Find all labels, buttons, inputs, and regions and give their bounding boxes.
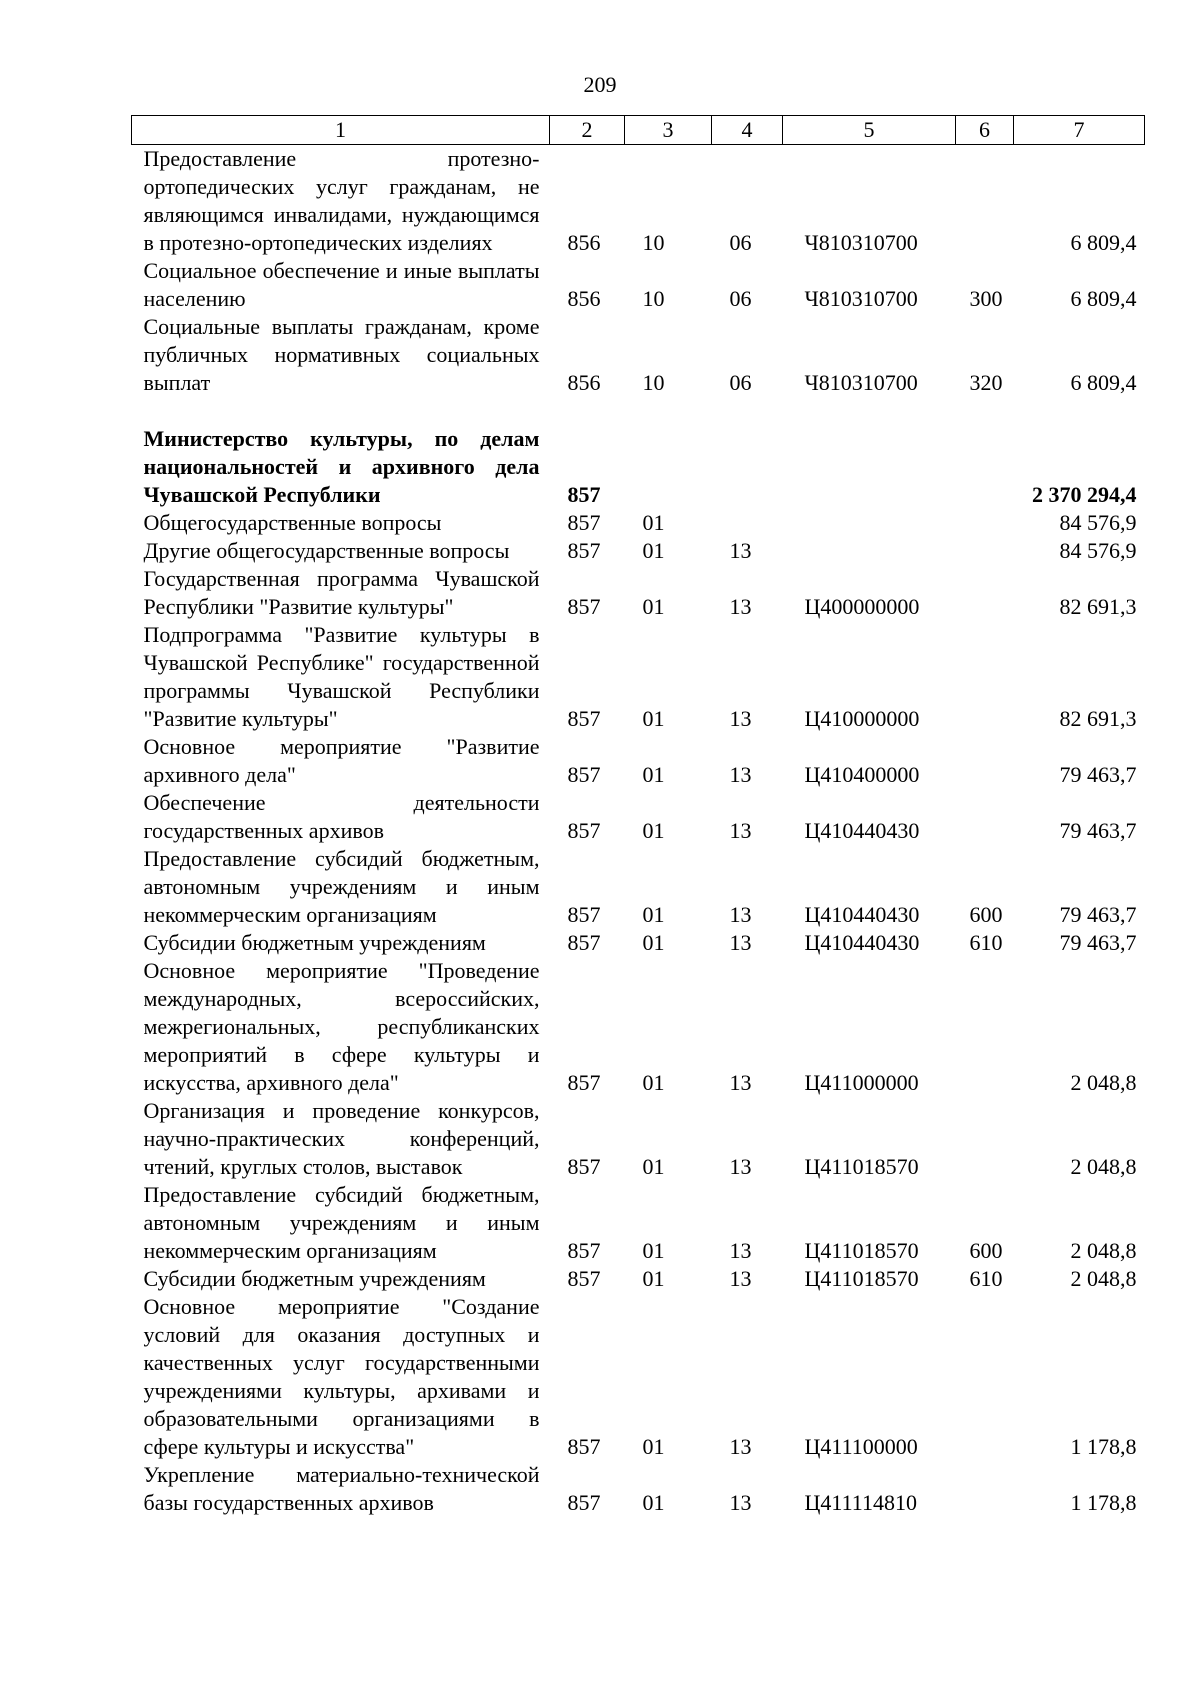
subsection-code-cell: 06: [729, 230, 752, 255]
amount-cell: 6 809,4: [1070, 370, 1137, 395]
expense-type-cell: 320: [969, 370, 1003, 395]
subsection-code-cell: [712, 509, 783, 537]
expense-type-cell: [956, 145, 1014, 258]
target-article-cell: [783, 537, 956, 565]
expense-type-cell: 610: [969, 930, 1003, 955]
table-row: [132, 621, 1145, 733]
subsection-code-cell: 06: [729, 286, 752, 311]
table-row: [132, 733, 1145, 789]
item-name-cell: Предоставление субсидий бюджетным, автономным учреждениям и иным некоммерческим организациям: [143, 846, 540, 927]
subsection-code-cell: 13: [729, 538, 752, 563]
subsection-code-cell: 06: [729, 370, 752, 395]
table-row: [132, 789, 1145, 845]
section-code-cell: 01: [642, 902, 665, 927]
table-row: [132, 425, 1145, 509]
target-article-cell: Ч810310700: [804, 230, 918, 255]
expense-type-cell: [956, 957, 1014, 1097]
ministry-code-cell: 857: [567, 762, 601, 787]
expense-type-cell: [956, 621, 1014, 733]
section-code-cell: 01: [642, 1490, 665, 1515]
subsection-code-cell: 13: [729, 930, 752, 955]
ministry-code-cell: 857: [567, 1238, 601, 1263]
target-article-cell: Ц410400000: [804, 762, 920, 787]
expense-type-cell: 600: [969, 1238, 1003, 1263]
section-code-cell: 01: [642, 762, 665, 787]
amount-cell: 82 691,3: [1059, 706, 1137, 731]
target-article-cell: [783, 509, 956, 537]
section-code-cell: 01: [642, 538, 665, 563]
section-code-cell: 01: [642, 818, 665, 843]
item-name-cell: Предоставление субсидий бюджетным, автономным учреждениям и иным некоммерческим организациям: [143, 1182, 540, 1263]
expense-type-cell: [956, 1461, 1014, 1517]
target-article-cell: Ц400000000: [804, 594, 920, 619]
item-name-cell: Основное мероприятие "Проведение международных, всероссийских, межрегиональных, республиканских мероприятий в сфере культуры и искусства, архивного дела": [143, 958, 540, 1095]
section-code-cell: 01: [642, 1070, 665, 1095]
ministry-code-cell: 857: [567, 818, 601, 843]
target-article-cell: Ц410440430: [804, 902, 920, 927]
ministry-code-cell: 857: [567, 1434, 601, 1459]
item-name-cell: Государственная программа Чувашской Республики "Развитие культуры": [143, 566, 540, 619]
amount-cell: 2 370 294,4: [1032, 482, 1137, 507]
amount-cell: 2 048,8: [1070, 1266, 1137, 1291]
ministry-code-cell: 857: [567, 482, 601, 507]
amount-cell: 2 048,8: [1070, 1070, 1137, 1095]
ministry-code-cell: 857: [567, 510, 601, 535]
section-code-cell: [625, 425, 712, 509]
expense-type-cell: [956, 425, 1014, 509]
expense-type-cell: 610: [969, 1266, 1003, 1291]
table-row: [132, 1097, 1145, 1181]
ministry-code-cell: 857: [567, 538, 601, 563]
amount-cell: 1 178,8: [1070, 1434, 1137, 1459]
section-code-cell: 01: [642, 1238, 665, 1263]
spacer-row: [132, 397, 1145, 425]
target-article-cell: Ц410440430: [804, 818, 920, 843]
column-header: 3: [625, 116, 712, 145]
target-article-cell: Ц411000000: [804, 1070, 919, 1095]
amount-cell: 79 463,7: [1059, 902, 1137, 927]
item-name-cell: Субсидии бюджетным учреждениям: [143, 930, 486, 955]
target-article-cell: [783, 425, 956, 509]
subsection-code-cell: 13: [729, 1434, 752, 1459]
amount-cell: 79 463,7: [1059, 930, 1137, 955]
section-code-cell: 01: [642, 930, 665, 955]
item-name-cell: Предоставление протезно-ортопедических услуг гражданам, не являющимся инвалидами, нуждающимся в протезно-ортопедических изделиях: [143, 146, 540, 255]
item-name-cell: Общегосударственные вопросы: [143, 510, 442, 535]
target-article-cell: Ц411018570: [804, 1238, 919, 1263]
amount-cell: 1 178,8: [1070, 1490, 1137, 1515]
item-name-cell: Субсидии бюджетным учреждениям: [143, 1266, 486, 1291]
target-article-cell: Ц411018570: [804, 1154, 919, 1179]
table-row: [132, 845, 1145, 929]
target-article-cell: Ц411114810: [804, 1490, 917, 1515]
table-row: [132, 1293, 1145, 1461]
ministry-code-cell: 856: [567, 230, 601, 255]
item-name-cell: Укрепление материально-технической базы государственных архивов: [143, 1462, 540, 1515]
ministry-code-cell: 857: [567, 902, 601, 927]
section-code-cell: 01: [642, 510, 665, 535]
item-name-cell: Обеспечение деятельности государственных архивов: [143, 790, 540, 843]
ministry-code-cell: 857: [567, 1266, 601, 1291]
item-name-cell: Основное мероприятие "Создание условий для оказания доступных и качественных услуг государственными учреждениями культуры, архивами и образовательными организациями в сфере культуры и искусства": [143, 1294, 540, 1459]
page-number: 209: [583, 72, 617, 97]
table-row: [132, 929, 1145, 957]
table-row: [132, 565, 1145, 621]
item-name-cell: Организация и проведение конкурсов, научно-практических конференций, чтений, круглых столов, выставок: [143, 1098, 540, 1179]
item-name-cell: Другие общегосударственные вопросы: [143, 538, 510, 563]
target-article-cell: Ц411100000: [804, 1434, 918, 1459]
subsection-code-cell: 13: [729, 902, 752, 927]
amount-cell: 2 048,8: [1070, 1238, 1137, 1263]
expense-type-cell: [956, 789, 1014, 845]
ministry-code-cell: 857: [567, 1070, 601, 1095]
subsection-code-cell: [712, 425, 783, 509]
item-name-cell: Социальное обеспечение и иные выплаты населению: [143, 258, 540, 311]
column-header: 5: [783, 116, 956, 145]
section-code-cell: 10: [642, 230, 665, 255]
ministry-code-cell: 857: [567, 594, 601, 619]
expense-type-cell: [956, 733, 1014, 789]
ministry-code-cell: 857: [567, 1490, 601, 1515]
section-code-cell: 01: [642, 1266, 665, 1291]
column-header: 6: [956, 116, 1014, 145]
item-name-cell: Социальные выплаты гражданам, кроме публичных нормативных социальных выплат: [143, 314, 540, 395]
expense-type-cell: [956, 1293, 1014, 1461]
item-name-cell: Подпрограмма "Развитие культуры в Чувашской Республике" государственной программы Чувашской Республики "Развитие культуры": [143, 622, 540, 731]
section-code-cell: 10: [642, 370, 665, 395]
amount-cell: 6 809,4: [1070, 230, 1137, 255]
ministry-code-cell: 857: [567, 706, 601, 731]
table-row: [132, 1461, 1145, 1517]
section-code-cell: 01: [642, 1434, 665, 1459]
ministry-code-cell: 856: [567, 370, 601, 395]
target-article-cell: Ч810310700: [804, 286, 918, 311]
section-code-cell: 01: [642, 706, 665, 731]
amount-cell: 79 463,7: [1059, 818, 1137, 843]
amount-cell: 2 048,8: [1070, 1154, 1137, 1179]
table-row: [132, 1181, 1145, 1265]
table-body: [132, 145, 1145, 1518]
target-article-cell: Ц410000000: [804, 706, 920, 731]
amount-cell: 84 576,9: [1059, 510, 1137, 535]
section-code-cell: 01: [642, 594, 665, 619]
expense-type-cell: [956, 1097, 1014, 1181]
subsection-code-cell: 13: [729, 1070, 752, 1095]
column-header: 4: [712, 116, 783, 145]
ministry-code-cell: 857: [567, 930, 601, 955]
expense-type-cell: 300: [969, 286, 1003, 311]
table-header: [132, 116, 1145, 145]
target-article-cell: Ц410440430: [804, 930, 920, 955]
expense-type-cell: [956, 565, 1014, 621]
table-row: [132, 1265, 1145, 1293]
subsection-code-cell: 13: [729, 1238, 752, 1263]
expense-type-cell: [956, 509, 1014, 537]
amount-cell: 6 809,4: [1070, 286, 1137, 311]
subsection-code-cell: 13: [729, 762, 752, 787]
subsection-code-cell: 13: [729, 1154, 752, 1179]
table-row: [132, 257, 1145, 313]
target-article-cell: Ч810310700: [804, 370, 918, 395]
table-row: [132, 957, 1145, 1097]
ministry-code-cell: 857: [567, 1154, 601, 1179]
target-article-cell: Ц411018570: [804, 1266, 919, 1291]
item-name-cell: Основное мероприятие "Развитие архивного дела": [143, 734, 540, 787]
table-row: [132, 145, 1145, 258]
budget-table: [131, 115, 1145, 1517]
item-name-cell: Министерство культуры, по делам национальностей и архивного дела Чувашской Республики: [143, 426, 540, 507]
subsection-code-cell: 13: [729, 1266, 752, 1291]
ministry-code-cell: 856: [567, 286, 601, 311]
column-header: 7: [1014, 116, 1145, 145]
amount-cell: 79 463,7: [1059, 762, 1137, 787]
subsection-code-cell: 13: [729, 594, 752, 619]
expense-type-cell: [956, 537, 1014, 565]
amount-cell: 82 691,3: [1059, 594, 1137, 619]
subsection-code-cell: 13: [729, 1490, 752, 1515]
column-header: 2: [550, 116, 625, 145]
table-row: [132, 509, 1145, 537]
table-row: [132, 313, 1145, 397]
subsection-code-cell: 13: [729, 818, 752, 843]
column-header: 1: [132, 116, 550, 145]
section-code-cell: 10: [642, 286, 665, 311]
table-row: [132, 537, 1145, 565]
expense-type-cell: 600: [969, 902, 1003, 927]
section-code-cell: 01: [642, 1154, 665, 1179]
subsection-code-cell: 13: [729, 706, 752, 731]
amount-cell: 84 576,9: [1059, 538, 1137, 563]
